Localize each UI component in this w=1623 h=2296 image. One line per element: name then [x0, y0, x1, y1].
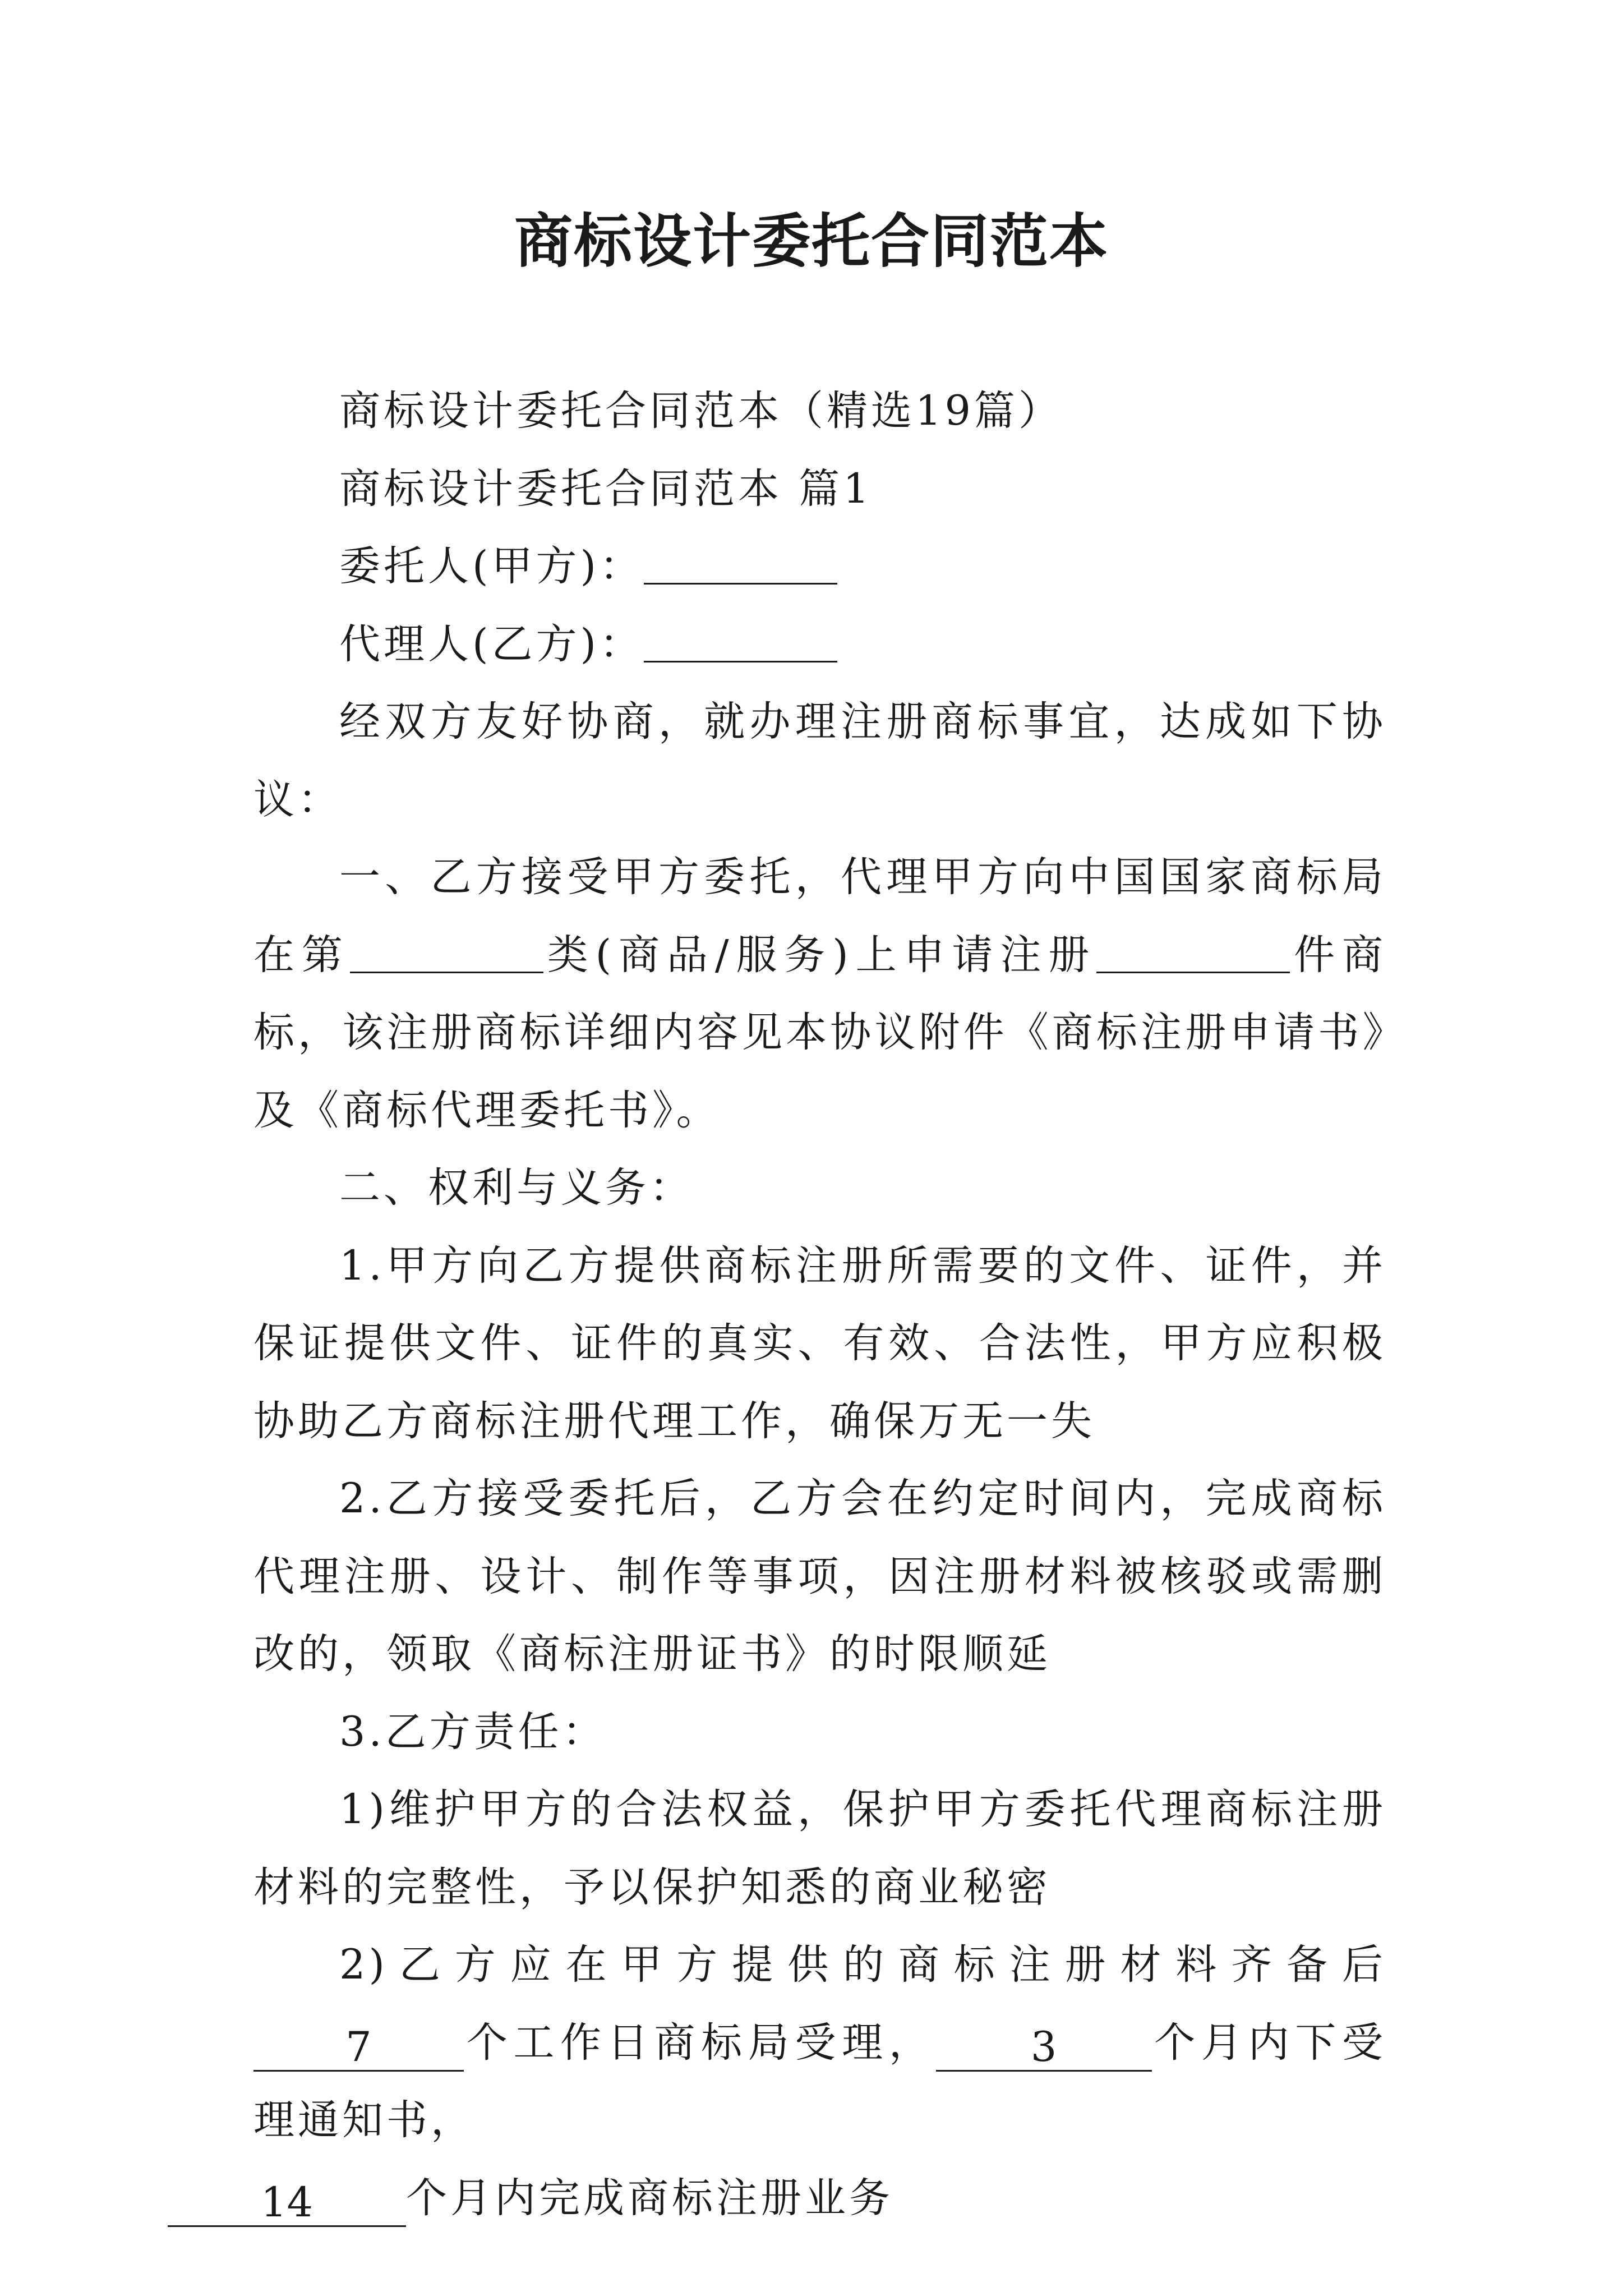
months-complete-value: 14	[168, 2180, 406, 2227]
paragraph-clause-1	[253, 839, 1386, 1149]
clause-1-text-b: 类(商品/服务)上申请注册	[543, 931, 1097, 979]
paragraph-item-2: 2.乙方接受委托后，乙方会在约定时间内，完成商标代理注册、设计、制作等事项，因注册材料被核驳或需删改的，领取《商标注册证书》的时限顺延	[253, 1475, 1386, 1678]
class-number-blank	[350, 932, 543, 973]
principal-label: 委托人(甲方)：	[339, 542, 644, 590]
paragraph-intro: 经双方友好协商，就办理注册商标事宜，达成如下协议：	[253, 698, 1386, 823]
paragraph-item-3: 3.乙方责任：	[339, 1708, 607, 1756]
paragraph-agent	[253, 606, 1386, 684]
sub-item-2-text-d: 个月内完成商标注册业务	[406, 2174, 893, 2222]
paragraph-subtitle: 商标设计委托合同范本（精选19篇）	[339, 387, 1063, 435]
sub-item-2-text-c: 个月内下受理通知书，	[253, 2018, 1386, 2144]
trademark-count-blank	[1096, 932, 1290, 973]
paragraph-clause-2: 二、权利与义务：	[339, 1164, 694, 1212]
agent-label: 代理人(乙方)：	[339, 620, 644, 668]
paragraph-sub-item-1: 1)维护甲方的合法权益，保护甲方委托代理商标注册材料的完整性，予以保护知悉的商业秘密	[253, 1786, 1386, 1911]
paragraph-principal	[253, 528, 1386, 606]
paragraph-item-1: 1.甲方向乙方提供商标注册所需要的文件、证件，并保证提供文件、证件的真实、有效、合法性，甲方应积极协助乙方商标注册代理工作，确保万无一失	[253, 1241, 1386, 1445]
sub-item-2-text-a: 2)乙方应在甲方提供的商标注册材料齐备后	[339, 1941, 1386, 1989]
working-days-value: 7	[253, 2025, 464, 2072]
sub-item-2-text-b: 个工作日商标局受理，	[464, 2018, 936, 2067]
clause-1-text-a: 一、乙方接受甲方委托，代理甲方向中国国家商标局在第	[253, 853, 1386, 979]
principal-blank	[644, 544, 837, 585]
paragraph-section-heading: 商标设计委托合同范本 篇1	[339, 464, 873, 513]
agent-blank	[644, 622, 837, 662]
paragraph-sub-item-2	[253, 1926, 1386, 2237]
clause-1-text-c: 件商标，该注册商标详细内容见本协议附件《商标注册申请书》及《商标代理委托书》。	[253, 931, 1386, 1134]
months-notice-value: 3	[936, 2025, 1152, 2072]
document-body	[253, 372, 1386, 2237]
document-title: 商标设计委托合同范本	[514, 206, 1109, 275]
